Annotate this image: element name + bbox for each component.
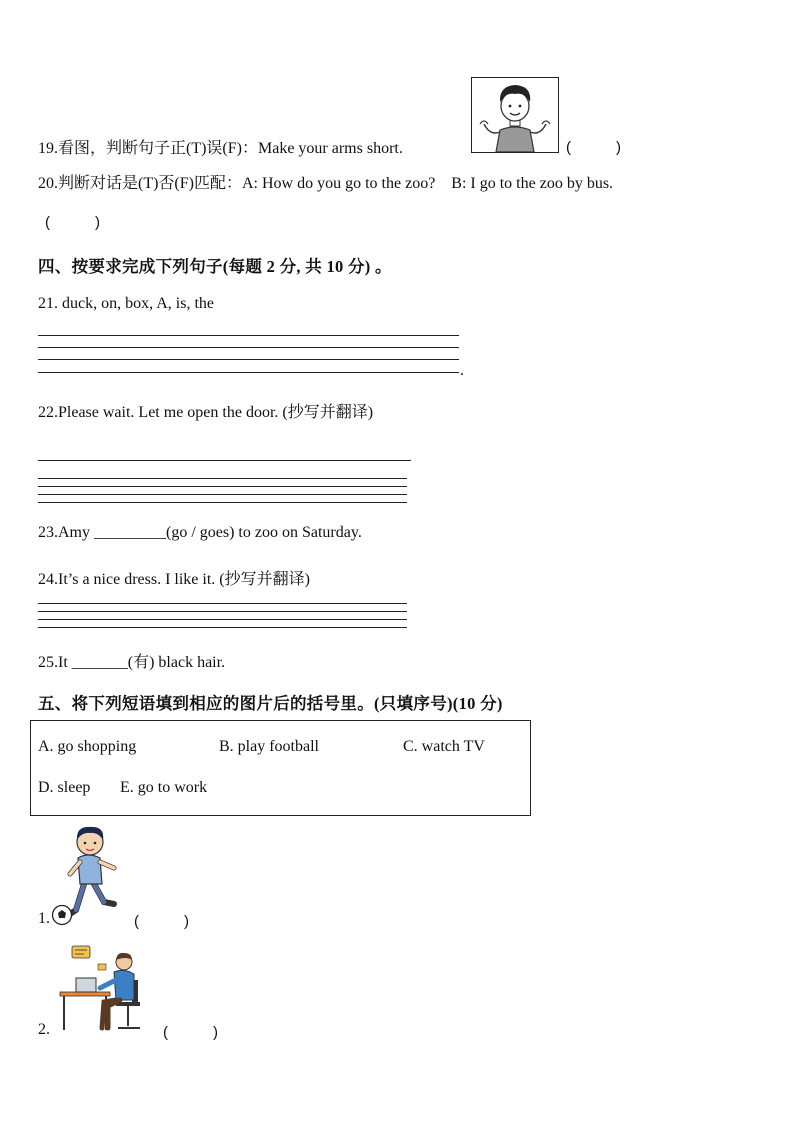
options-box <box>30 720 531 816</box>
man-working-at-desk-icon <box>56 944 150 1032</box>
answer-line[interactable] <box>38 478 407 479</box>
question-24-text: 24.It’s a nice dress. I like it. (抄写并翻译) <box>38 571 310 588</box>
answer-line[interactable] <box>38 619 407 620</box>
option-d: D. sleep <box>38 779 91 796</box>
question-20-answer-paren[interactable]: ( ) <box>45 214 100 231</box>
option-a: A. go shopping <box>38 738 137 755</box>
option-b: B. play football <box>219 738 319 755</box>
answer-line[interactable] <box>38 603 407 604</box>
question-23-text: 23.Amy _________(go / goes) to zoo on Saturday. <box>38 524 362 541</box>
section-4-heading: 四、按要求完成下列句子(每题 2 分, 共 10 分) 。 <box>38 257 392 276</box>
answer-line[interactable] <box>38 460 411 461</box>
boy-playing-football-icon <box>50 822 130 926</box>
boy-shrugging-icon <box>471 77 559 153</box>
answer-line[interactable] <box>38 627 407 628</box>
answer-line[interactable] <box>38 359 459 360</box>
picture-2-number: 2. <box>38 1021 50 1038</box>
question-19-text: 19.看图，判断句子正(T)误(F)：Make your arms short. <box>38 140 403 157</box>
picture-2-answer-paren[interactable]: ( ) <box>163 1024 218 1041</box>
picture-1-answer-paren[interactable]: ( ) <box>134 913 189 930</box>
question-21-text: 21. duck, on, box, A, is, the <box>38 295 214 312</box>
question-21-end-mark: . <box>460 362 464 379</box>
section-5-heading: 五、将下列短语填到相应的图片后的括号里。(只填序号)(10 分) <box>38 694 503 713</box>
answer-line[interactable] <box>38 347 459 348</box>
question-22-text: 22.Please wait. Let me open the door. (抄写并翻译) <box>38 404 374 421</box>
question-19-answer-paren[interactable]: ( ) <box>566 139 621 156</box>
answer-line[interactable] <box>38 335 459 336</box>
answer-line[interactable] <box>38 486 407 487</box>
picture-1-number: 1. <box>38 910 50 927</box>
option-e: E. go to work <box>120 779 208 796</box>
question-20-text: 20.判断对话是(T)否(F)匹配：A: How do you go to the zoo? B: I go to the zoo by bus. <box>38 175 614 192</box>
answer-line[interactable] <box>38 372 459 373</box>
answer-line[interactable] <box>38 494 407 495</box>
option-c: C. watch TV <box>403 738 485 755</box>
answer-line[interactable] <box>38 502 407 503</box>
answer-line[interactable] <box>38 611 407 612</box>
question-25-text: 25.It _______(有) black hair. <box>38 654 226 671</box>
